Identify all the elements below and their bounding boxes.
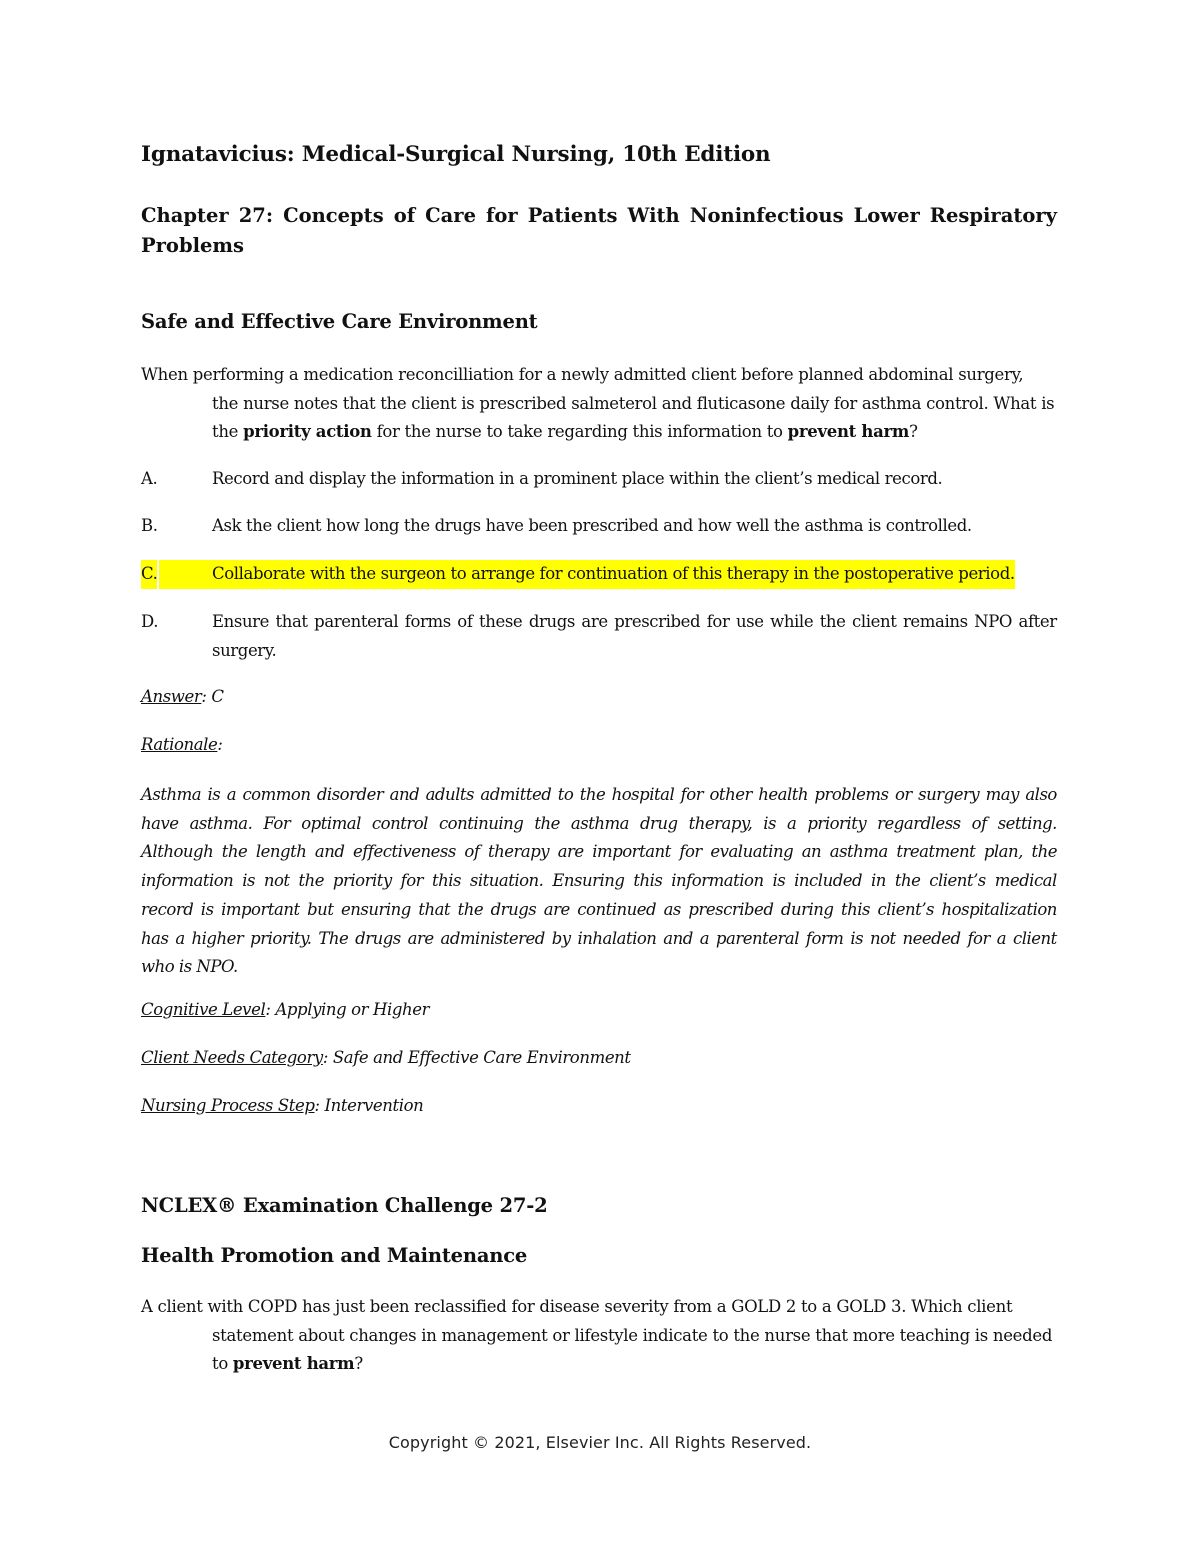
rationale-word: admitted [480,785,552,804]
rationale-word: therapy [488,842,550,862]
option-letter: B. [141,516,158,535]
rationale-word: and [389,785,420,804]
option-text: Ask the client how long the drugs have been prescribed and how well the asthma is controlled. [212,516,972,535]
rationale-word: hospitalization [941,899,1057,919]
chapter-title-word: of [393,204,416,227]
rationale-word: important [592,842,671,862]
rationale-label: Rationale [141,735,218,754]
rationale-word: ensuring [340,899,411,919]
rationale-word: client’s [929,871,986,891]
rationale-word: asthma [829,842,888,862]
rationale-word: For [263,813,291,833]
rationale-word: form [805,928,844,948]
rationale-word: health [758,785,809,804]
rationale-word: control [371,813,428,833]
rationale-word: this [840,899,870,919]
rationale-word: is [850,928,864,948]
rationale-word: treatment [896,842,976,862]
rationale-word: a [699,928,710,948]
answer-line [141,687,224,706]
book-title: Ignatavicius: Medical-Surgical Nursing, 10th Edition [141,142,771,167]
option-d-word: parenteral [314,612,399,631]
client-needs-label: Client Needs Category [141,1048,323,1067]
option-d-word: Ensure [212,612,270,631]
answer-label: Answer [141,687,202,706]
rationale-line [141,810,1057,839]
rationale-word: client’s [877,899,935,919]
rationale-line [141,896,1057,925]
rationale-word: not [869,928,896,948]
cognitive-level-value: : Applying or Higher [265,1000,430,1019]
rationale-word: has [141,928,169,948]
rationale-word: higher [191,928,244,948]
prevent-harm-emphasis: prevent harm [787,422,910,441]
rationale-word: are [557,842,584,862]
rationale-word: during [780,899,834,919]
rationale-word: adults [425,785,474,804]
rationale-text [141,781,1057,982]
rationale-word: a [175,928,185,948]
rationale-word: priority. [250,928,312,948]
option-d-line2: surgery. [212,640,277,660]
option-d-word: drugs [528,612,575,631]
rationale-word: plan, [983,842,1023,862]
chapter-title-word: Noninfectious [689,204,844,227]
rationale-word: length [255,842,307,862]
option-letter: C. [141,560,157,589]
rationale-word: for [967,928,990,948]
rationale-word: surgery [918,785,980,804]
chapter-title-word: for [486,204,518,227]
nursing-process-step [141,1096,423,1115]
rationale-word: important [221,899,300,919]
rationale-word: is [200,899,214,919]
option-letter: D. [141,612,159,631]
rationale-word: Ensuring [552,871,625,891]
rationale-word: included [794,871,863,891]
q2-challenge-title: NCLEX® Examination Challenge 27-2 [141,1194,548,1217]
rationale-word: prescribed [688,899,774,919]
chapter-title-word: Care [425,204,476,227]
chapter-title-word: With [627,204,680,227]
rationale-word: parenteral [715,928,799,948]
client-needs-value: : Safe and Effective Care Environment [322,1048,631,1067]
option-d-word: prescribed [614,612,701,631]
rationale-word: a [996,928,1007,948]
q1-category-heading: Safe and Effective Care Environment [141,310,538,333]
q2-stem [141,1293,1061,1379]
q2-stem-line3: to prevent harm? [212,1354,363,1373]
rationale-word: in [871,871,886,891]
option-d-word: for [706,612,730,631]
rationale-word: asthma [570,813,629,833]
rationale-word: drugs [490,899,537,919]
rationale-word: hospital [611,785,675,804]
rationale-word: a [787,813,797,833]
rationale-word: is [242,871,255,891]
q1-stem-line1: When performing a medication reconcilliation for a newly admitted client before planned abdominal surgery, [141,365,1024,384]
chapter-title-word: Chapter [141,204,229,227]
rationale-word: that [418,899,451,919]
rationale-word: are [407,928,434,948]
option-d-line1 [212,608,1057,637]
rationale-word: evaluating [710,842,794,862]
rationale-word: inhalation [577,928,657,948]
rationale-word: not [263,871,290,891]
rationale-word: for [679,842,702,862]
rationale-word: may [985,785,1019,804]
rationale-word: this [431,871,461,891]
chapter-title-word: Lower [853,204,920,227]
rationale-line [141,867,1057,896]
rationale-word: problems [814,785,889,804]
rationale-word: client [1012,928,1057,948]
chapter-title [141,201,1057,261]
option-d-word: use [735,612,764,631]
option-d-word: after [1018,612,1057,631]
rationale-word: the [579,785,606,804]
rationale-word: drugs [355,928,401,948]
rationale-word: disorder [316,785,384,804]
rationale-word: have [141,813,179,833]
option-d-word: remains [902,612,968,631]
answer-value: : C [201,687,224,706]
q1-stem-line3: the priority action for the nurse to take regarding this information to prevent harm? [212,422,918,441]
rationale-word: information [671,871,764,891]
option-d-word: are [581,612,608,631]
rationale-word: the [534,813,560,833]
option-d-word: the [819,612,846,631]
chapter-title-word: Concepts [283,204,384,227]
rationale-line [141,925,1057,954]
rationale-word: situation. [469,871,544,891]
rationale-word: continued [577,899,657,919]
rationale-word: for [400,871,424,891]
rationale-word: setting. [997,813,1057,833]
rationale-word: medical [994,871,1057,891]
option-text: Record and display the information in a prominent place within the client’s medical record. [212,469,943,488]
nursing-process-value: : Intervention [314,1096,424,1115]
rationale-word: an [801,842,822,862]
q1-option-c-correct [141,560,1061,590]
q2-stem-line2: statement about changes in management or lifestyle indicate to the nurse that more teaching is needed [212,1325,1053,1345]
chapter-title-word: Respiratory [929,204,1057,227]
rationale-word: drug [639,813,678,833]
rationale-word: also [1025,785,1057,804]
rationale-word: for [680,785,704,804]
rationale-word: the [457,899,484,919]
rationale-word: this [633,871,663,891]
priority-action-emphasis: priority action [243,422,372,441]
rationale-word: and [314,842,345,862]
copyright-footer: Copyright © 2021, Elsevier Inc. All Rights Reserved. [388,1433,812,1452]
option-d-word: these [479,612,523,631]
rationale-word: of [464,842,480,862]
q1-option-b [141,512,1061,542]
rationale-word: are [543,899,570,919]
chapter-title-line2: Problems [141,234,245,257]
rationale-word: by [551,928,571,948]
option-d-word: forms [404,612,451,631]
q1-stem-line2: the nurse notes that the client is prescribed salmeterol and fluticasone daily for asthma control. What is [212,393,1055,413]
rationale-word: the [1031,842,1057,862]
rationale-word: to [557,785,574,804]
rationale-word: is [207,785,221,804]
highlight-gap [159,560,212,589]
rationale-line [141,781,1057,810]
rationale-word: as [663,899,681,919]
rationale-word: a [226,785,237,804]
nursing-process-label: Nursing Process Step [141,1096,315,1115]
rationale-word: Although [141,842,214,862]
rationale-word: continuing [438,813,524,833]
chapter-title-line1 [141,201,1057,231]
option-d-word: of [457,612,473,631]
rationale-word: Asthma [141,785,202,804]
q1-option-a [141,465,1061,495]
rationale-word: information [141,871,234,891]
rationale-word: common [242,785,311,804]
q1-stem [141,361,1061,447]
rationale-word: and [663,928,693,948]
rationale-word: the [298,871,324,891]
rationale-word: regardless [877,813,961,833]
q1-option-d [141,608,1061,668]
rationale-word: is [763,813,777,833]
rationale-heading: Rationale: [141,735,223,754]
rationale-word: the [894,871,921,891]
option-d-word: client [852,612,897,631]
rationale-word: asthma. [189,813,253,833]
rationale-word: effectiveness [353,842,456,862]
rationale-word: The [318,928,349,948]
client-needs-category [141,1048,631,1067]
q2-category-heading: Health Promotion and Maintenance [141,1244,528,1267]
rationale-word: priority [332,871,392,891]
q2-stem-line1: A client with COPD has just been reclassified for disease severity from a GOLD 2 to a GOLD 3. Which client [141,1297,1013,1316]
option-text: Collaborate with the surgeon to arrange for continuation of this therapy in the postoperative period. [212,560,1015,589]
rationale-word: but [307,899,334,919]
option-letter: A. [141,469,158,488]
rationale-word: priority [807,813,867,833]
rationale-word: is [772,871,786,891]
option-d-word: that [275,612,308,631]
rationale-word: the [221,842,248,862]
cognitive-level-label: Cognitive Level [141,1000,266,1019]
rationale-word: optimal [301,813,361,833]
rationale-word: or [894,785,912,804]
rationale-word: therapy, [688,813,753,833]
chapter-title-word: Patients [527,204,618,227]
option-d-word: NPO [974,612,1013,631]
chapter-title-word: 27: [238,204,274,227]
rationale-line: who is NPO. [141,957,238,977]
rationale-word: needed [902,928,961,948]
rationale-word: record [141,899,194,919]
option-d-word: while [770,612,814,631]
option-text [212,608,1057,665]
rationale-word: of [971,813,987,833]
rationale-word: administered [440,928,545,948]
rationale-line [141,838,1057,867]
prevent-harm-emphasis: prevent harm [232,1354,355,1373]
cognitive-level [141,1000,429,1019]
rationale-word: other [709,785,752,804]
